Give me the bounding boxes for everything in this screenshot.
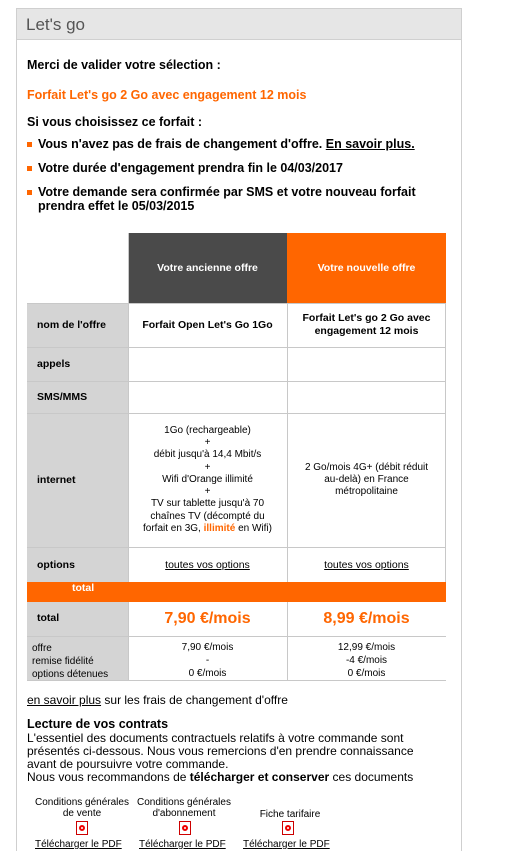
row-divider bbox=[27, 303, 446, 304]
old-remise: - bbox=[205, 655, 210, 666]
old-offre-price: 7,90 €/mois bbox=[181, 642, 234, 653]
row-divider bbox=[27, 547, 446, 548]
bullet-commitment: Votre durée d'engagement prendra fin le 04/03/2017 bbox=[38, 161, 343, 175]
if-choose-text: Si vous choisissez ce forfait : bbox=[27, 115, 203, 129]
bullet-icon bbox=[27, 166, 32, 171]
contracts-text-1: L'essentiel des documents contractuels relatifs à votre commande sont bbox=[27, 731, 404, 745]
bullet-fees: Vous n'avez pas de frais de changement d'offre. En savoir plus. bbox=[38, 137, 415, 151]
total-bar: total bbox=[27, 582, 446, 602]
download-cga-link[interactable]: Télécharger le PDF bbox=[139, 839, 226, 850]
old-offer-name: Forfait Open Let's Go 1Go bbox=[142, 319, 273, 331]
new-remise: -4 €/mois bbox=[345, 655, 388, 666]
column-divider bbox=[287, 303, 288, 582]
old-total-price: 7,90 €/mois bbox=[164, 610, 251, 627]
download-cgv-link[interactable]: Télécharger le PDF bbox=[35, 839, 122, 850]
new-offer-name: Forfait Let's go 2 Go avec engagement 12 mois bbox=[302, 312, 431, 337]
contracts-text-4: Nous vous recommandons de télécharger et conserver ces documents bbox=[27, 770, 414, 784]
total-label: total bbox=[37, 612, 60, 624]
row-divider bbox=[27, 680, 446, 681]
contracts-text-2: présentés ci-dessous. Nous vous remercions d'en prendre connaissance bbox=[27, 744, 414, 758]
remise-label: remise fidélité bbox=[32, 656, 94, 667]
confirm-text: Merci de valider votre sélection : bbox=[27, 58, 221, 72]
doc-cgv-label: Conditions générales de vente bbox=[35, 797, 129, 819]
row-divider bbox=[27, 347, 446, 348]
learn-more-link[interactable]: En savoir plus. bbox=[325, 137, 415, 151]
new-offre-price: 12,99 €/mois bbox=[337, 642, 396, 653]
row-divider bbox=[27, 381, 446, 382]
selected-plan: Forfait Let's go 2 Go avec engagement 12 mois bbox=[27, 88, 307, 102]
contracts-title: Lecture de vos contrats bbox=[27, 717, 169, 731]
download-tarif-link[interactable]: Télécharger le PDF bbox=[243, 839, 330, 850]
old-options-link[interactable]: toutes vos options bbox=[165, 558, 250, 571]
old-internet-details: 1Go (rechargeable) + débit jusqu'à 14,4 Mbit/s + Wifi d'Orange illimité + TV sur tablette jusqu'à 70 chaînes TV (décompté du forfait en 3G, illimité en Wifi) bbox=[143, 425, 272, 534]
row-divider bbox=[27, 636, 446, 637]
unlimited-highlight: illimité bbox=[203, 522, 236, 534]
main-panel bbox=[16, 8, 462, 851]
panel-header bbox=[17, 9, 461, 40]
row-label-options: options bbox=[27, 547, 128, 582]
row-label-internet: internet bbox=[27, 413, 128, 547]
new-internet-details: 2 Go/mois 4G+ (débit réduit au-delà) en France métropolitaine bbox=[304, 461, 429, 498]
bullet-sms-line1: Votre demande sera confirmée par SMS et votre nouveau forfait bbox=[38, 185, 416, 199]
offre-label: offre bbox=[32, 643, 52, 654]
pdf-icon[interactable] bbox=[282, 821, 294, 835]
new-offer-header: Votre nouvelle offre bbox=[287, 233, 446, 303]
row-label-offer: nom de l'offre bbox=[27, 303, 128, 347]
fees-link[interactable]: en savoir plus bbox=[27, 693, 102, 707]
new-total-price: 8,99 €/mois bbox=[323, 610, 410, 627]
column-divider bbox=[128, 602, 129, 681]
column-divider bbox=[128, 233, 129, 582]
page-title: Let's go bbox=[26, 15, 86, 34]
pdf-icon[interactable] bbox=[179, 821, 191, 835]
new-options-link[interactable]: toutes vos options bbox=[324, 558, 409, 571]
doc-tarif-label: Fiche tarifaire bbox=[259, 809, 321, 820]
options-held-label: options détenues bbox=[32, 669, 109, 680]
column-divider bbox=[445, 303, 446, 582]
old-options-held: 0 €/mois bbox=[188, 668, 227, 679]
new-options-held: 0 €/mois bbox=[347, 668, 386, 679]
old-offer-header: Votre ancienne offre bbox=[128, 233, 287, 303]
contracts-text-3: avant de poursuivre votre commande. bbox=[27, 757, 229, 771]
row-divider bbox=[27, 413, 446, 414]
column-divider bbox=[287, 602, 288, 681]
doc-cga-label: Conditions générales d'abonnement bbox=[137, 797, 231, 819]
row-label-calls: appels bbox=[27, 347, 128, 381]
bullet-sms-line2: prendra effet le 05/03/2015 bbox=[38, 199, 195, 213]
fees-line: en savoir plus sur les frais de changement d'offre bbox=[27, 693, 288, 707]
comparison-table bbox=[27, 233, 446, 681]
row-label-sms: SMS/MMS bbox=[27, 381, 128, 413]
pdf-icon[interactable] bbox=[76, 821, 88, 835]
bullet-icon bbox=[27, 142, 32, 147]
bullet-icon bbox=[27, 190, 32, 195]
